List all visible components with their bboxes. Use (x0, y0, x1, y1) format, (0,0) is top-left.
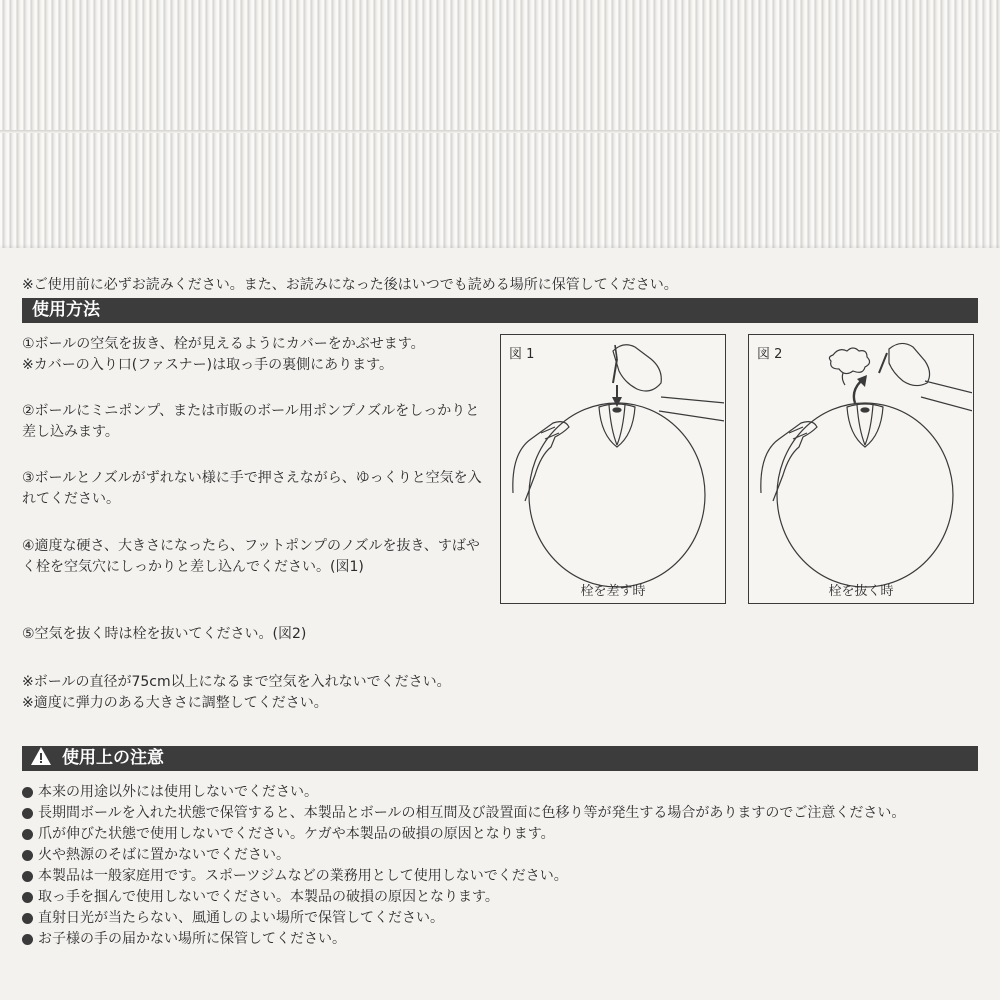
caution-section-title: 使用上の注意 (62, 748, 164, 768)
ball-outline (777, 403, 953, 587)
left-hand (513, 422, 569, 501)
figure-2-remove-plug (748, 334, 974, 604)
caution-item: 火や熱源のそばに置かないでください。 (22, 845, 982, 866)
caution-item: 取っ手を掴んで使用しないでください。本製品の破損の原因となります。 (22, 887, 982, 908)
caution-item: 本製品は一般家庭用です。スポーツジムなどの業務用として使用しないでください。 (22, 866, 982, 887)
usage-step-1: ①ボールの空気を抜き、栓が見えるようにカバーをかぶせます。 (22, 336, 425, 352)
right-arm (921, 381, 972, 411)
figure-2-label: 図 2 (757, 347, 783, 362)
caution-item: 本来の用途以外には使用しないでください。 (22, 782, 982, 803)
caution-list (22, 782, 982, 950)
right-hand (613, 345, 661, 391)
usage-step-1-note: ※カバーの入り口(ファスナー)は取っ手の裏側にあります。 (22, 357, 393, 373)
plug-pin (879, 353, 887, 373)
up-arrow-stem (854, 381, 861, 403)
usage-step-3: ③ボールとノズルがずれない様に手で押さえながら、ゆっくりと空気を入れてください。 (22, 470, 482, 507)
usage-section-title: 使用方法 (32, 300, 100, 320)
figure-2-illustration (749, 335, 972, 602)
right-hand (889, 343, 930, 385)
corrugated-board-background (0, 0, 1000, 250)
caution-item: 爪が伸びた状態で使用しないでください。ケガや本製品の破損の原因となります。 (22, 824, 982, 845)
usage-note-adjust: ※適度に弾力のある大きさに調整してください。 (22, 695, 328, 711)
caution-item: 長期間ボールを入れた状態で保管すると、本製品とボールの相互間及び設置面に色移り等が発生する場合がありますのでご注意ください。 (22, 803, 982, 824)
figure-2-caption: 栓を抜く時 (828, 584, 894, 599)
warning-triangle-icon (30, 746, 52, 766)
usage-note-diameter: ※ボールの直径が75cm以上になるまで空気を入れないでください。 (22, 674, 451, 690)
down-arrow-icon (612, 397, 622, 407)
usage-step-4: ④適度な硬さ、大きさになったら、フットポンプのノズルを抜き、すばやく栓を空気穴にしっかりと差し込んでください。(図1) (22, 538, 480, 575)
caution-item: 直射日光が当たらない、風通しのよい場所で保管してください。 (22, 908, 982, 929)
usage-step-5: ⑤空気を抜く時は栓を抜いてください。(図2) (22, 626, 307, 642)
usage-section-header (22, 298, 978, 323)
board-fold-line (0, 130, 1000, 133)
figure-1-illustration (501, 335, 724, 602)
figure-1-caption: 栓を差す時 (580, 584, 646, 599)
figure-1-label: 図 1 (509, 347, 535, 362)
caution-section-header (22, 746, 978, 771)
usage-step-2: ②ボールにミニポンプ、または市販のボール用ポンプノズルをしっかりと差し込みます。 (22, 403, 480, 440)
left-hand (761, 422, 817, 501)
intro-note: ※ご使用前に必ずお読みください。また、お読みになった後はいつでも読める場所に保管してください。 (22, 277, 678, 293)
air-puff-icon (829, 348, 869, 374)
figure-1-insert-plug (500, 334, 726, 604)
ball-outline (529, 403, 705, 587)
caution-item: お子様の手の届かない場所に保管してください。 (22, 929, 982, 950)
right-arm (659, 397, 724, 421)
